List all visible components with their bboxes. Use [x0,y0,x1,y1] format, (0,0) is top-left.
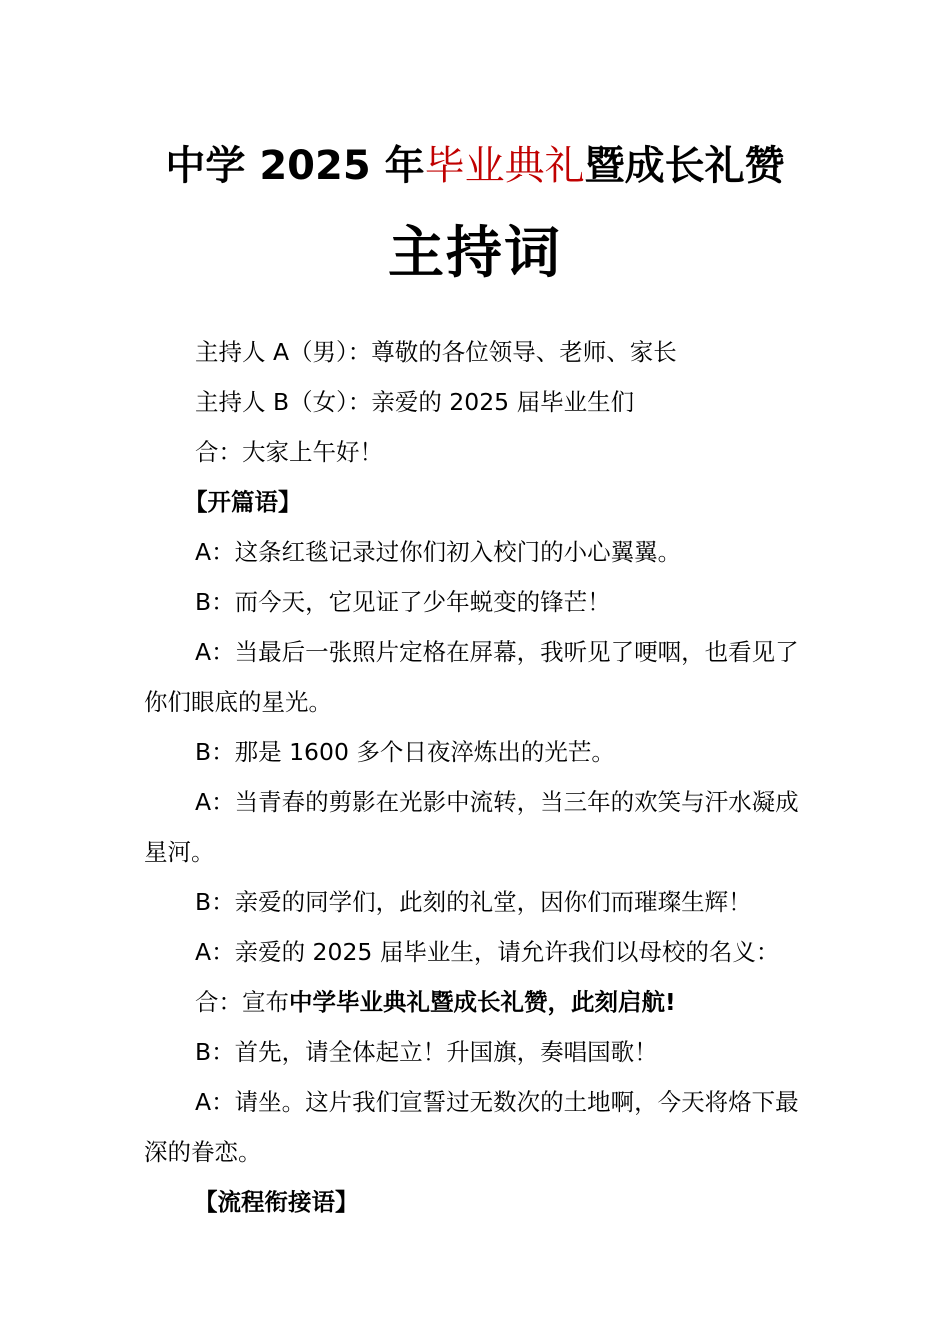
dialogue-line: B：那是 1600 多个日夜淬炼出的光芒。 [195,738,615,766]
announcement-prefix: 合：宣布 [195,988,289,1016]
dialogue-line: B：而今天，它见证了少年蜕变的锋芒！ [195,588,611,616]
document-body [144,327,819,1227]
dialogue-line: A：当最后一张照片定格在屏幕，我听见了哽咽，也看见了你们眼底的星光。 [144,638,799,716]
announcement-bold: 中学毕业典礼暨成长礼赞，此刻启航! [289,988,676,1016]
document-title [0,140,950,192]
dialogue-line: A：亲爱的 2025 届毕业生，请允许我们以母校的名义： [195,938,780,966]
dialogue-line: A：请坐。这片我们宣誓过无数次的土地啊，今天将烙下最深的眷恋。 [144,1088,799,1166]
title-part-3: 暨成长礼赞 [584,143,785,189]
host-b-greeting: 主持人 B（女）：亲爱的 2025 届毕业生们 [195,388,635,416]
title-part-1: 中学 2025 年 [165,143,425,189]
host-a-greeting: 主持人 A（男）：尊敬的各位领导、老师、家长 [195,338,677,366]
section-heading-opening: 【开篇语】 [184,488,302,516]
section-heading-transition: 【流程衔接语】 [194,1188,359,1216]
document-subtitle: 主持词 [388,221,562,286]
dialogue-line: A：当青春的剪影在光影中流转，当三年的欢笑与汗水凝成星河。 [144,788,799,866]
dialogue-line: B：首先，请全体起立！升国旗，奏唱国歌！ [195,1038,658,1066]
dialogue-line: A：这条红毯记录过你们初入校门的小心翼翼。 [195,538,682,566]
joint-greeting: 合：大家上午好！ [195,438,383,466]
announcement-line [144,977,819,1027]
dialogue-line: B：亲爱的同学们，此刻的礼堂，因你们而璀璨生辉！ [195,888,752,916]
title-highlight: 毕业典礼 [424,143,585,189]
